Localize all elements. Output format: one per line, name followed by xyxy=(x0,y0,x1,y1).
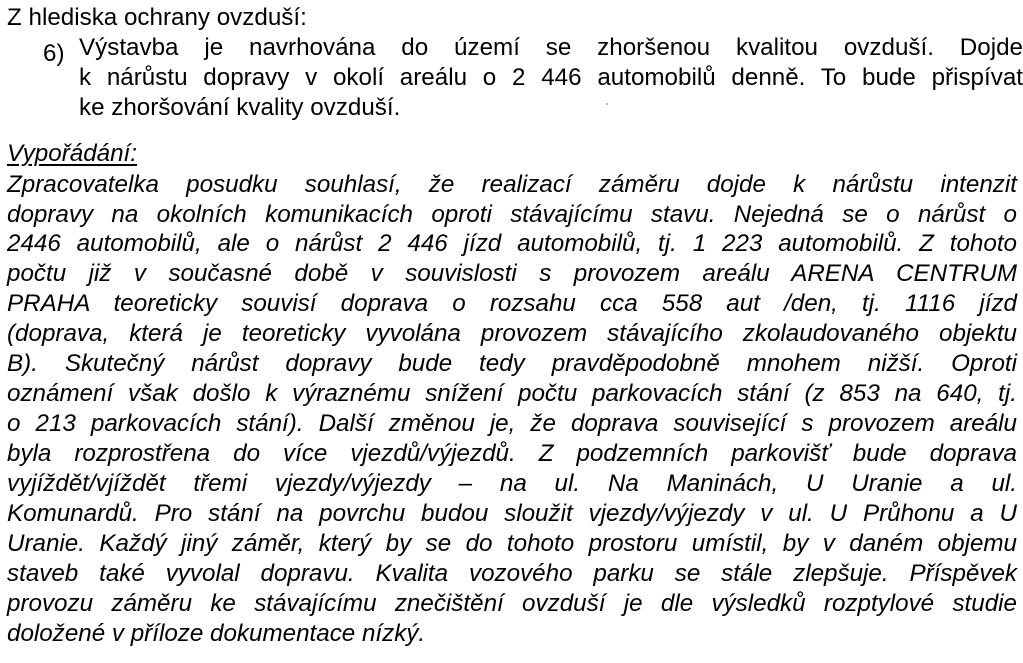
comment-line: k nárůstu dopravy v okolí areálu o 2 446 automobilů denně. To bude přispívat xyxy=(79,64,1023,91)
comment-line: ke zhoršování kvality ovzduší. xyxy=(79,94,401,121)
response-line: oznámení však došlo k výraznému snížení počtu parkovacích stání (z 853 na 640, tj. xyxy=(7,380,1017,407)
response-line: o 213 parkovacích stání). Další změnou je, že doprava související s provozem areálu xyxy=(7,410,1017,437)
response-line: vyjíždět/vjíždět třemi vjezdy/výjezdy – na ul. Na Maninách, U Uranie a ul. xyxy=(7,470,1017,497)
scan-speck xyxy=(606,103,608,105)
response-line: Uranie. Každý jiný záměr, který by se do tohoto prostoru umístil, by v daném objemu xyxy=(7,530,1017,557)
response-line: Komunardů. Pro stání na povrchu budou sloužit vjezdy/výjezdy v ul. U Průhonu a U xyxy=(7,500,1017,527)
response-line: počtu již v současné době v souvislosti s provozem areálu ARENA CENTRUM xyxy=(7,260,1017,287)
section-heading: Z hlediska ochrany ovzduší: xyxy=(7,4,307,31)
response-line: PRAHA teoreticky souvisí doprava o rozsahu cca 558 aut /den, tj. 1116 jízd xyxy=(7,290,1017,317)
response-line: (doprava, která je teoreticky vyvolána provozem stávajícího zkolaudovaného objektu xyxy=(7,320,1017,347)
response-line: Zpracovatelka posudku souhlasí, že realizací záměru dojde k nárůstu intenzit xyxy=(7,171,1017,198)
response-line: 2446 automobilů, ale o nárůst 2 446 jízd automobilů, tj. 1 223 automobilů. Z tohoto xyxy=(7,230,1017,257)
response-line: dopravy na okolních komunikacích oproti stávajícímu stavu. Nejedná se o nárůst o xyxy=(7,201,1017,228)
comment-line: Výstavba je navrhována do území se zhoršenou kvalitou ovzduší. Dojde xyxy=(79,34,1023,61)
comment-number: 6) xyxy=(43,40,65,67)
response-line: byla rozprostřena do více vjezdů/výjezdů. Z podzemních parkovišť bude doprava xyxy=(7,440,1017,467)
response-line: B). Skutečný nárůst dopravy bude tedy pravděpodobně mnohem nižší. Oproti xyxy=(7,350,1017,377)
response-line: staveb také vyvolal dopravu. Kvalita vozového parku se stále zlepšuje. Příspěvek xyxy=(7,560,1017,587)
response-line: doložené v příloze dokumentace nízký. xyxy=(7,620,426,647)
response-heading: Vypořádání: xyxy=(7,140,137,167)
response-line: provozu záměru ke stávajícímu znečištění ovzduší je dle výsledků rozptylové studie xyxy=(7,590,1017,617)
